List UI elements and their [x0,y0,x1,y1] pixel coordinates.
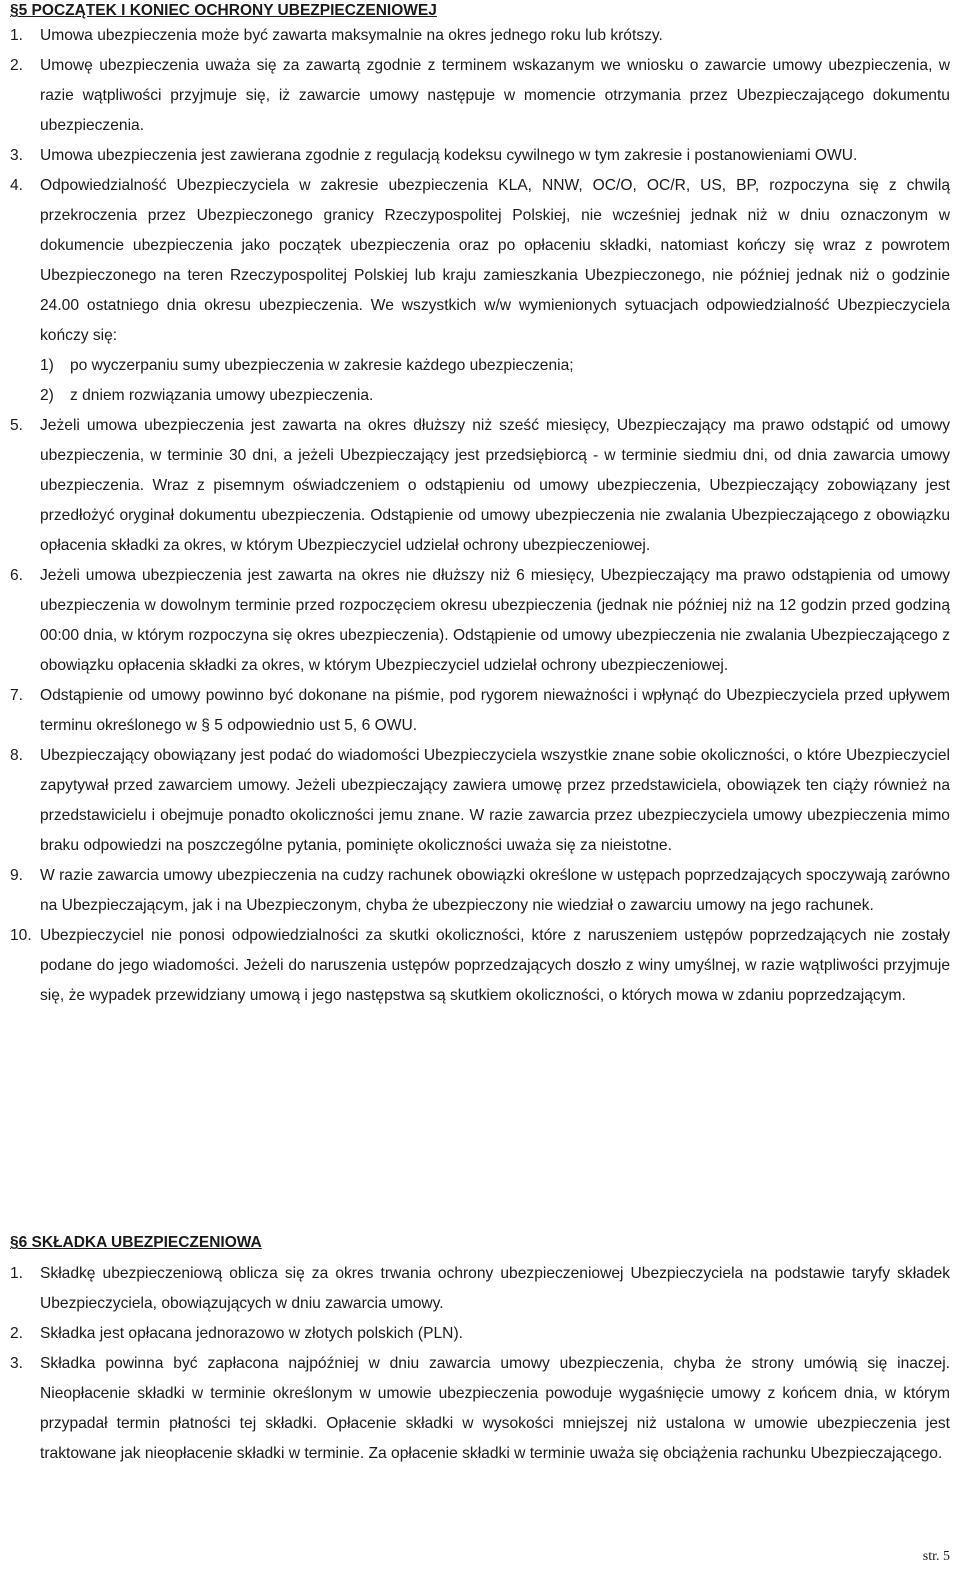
item-number: 8. [10,747,24,764]
list-item [10,1259,950,1319]
item-text: Odstąpienie od umowy powinno być dokonane na piśmie, pod rygorem nieważności i wpłynąć do Ubezpieczyciela przed upływem terminu określonego w § 5 odpowiednio ust 5, 6 OWU. [40,687,950,734]
item-text: Umowa ubezpieczenia może być zawarta maksymalnie na okres jednego roku lub krótszy. [40,27,663,44]
item-number: 2. [10,1325,24,1342]
list-item [10,921,950,1011]
sub-item-number: 2) [40,387,54,404]
item-text: Składka powinna być zapłacona najpóźniej w dniu zawarcia umowy ubezpieczenia, chyba że strony umówią się inaczej. Nieopłacenie składki w terminie określonym w umowie ubezpieczenia powoduje wygaśnięcie umowy z końcem dnia, w którym przypadał termin płatności tej składki. Opłacenie składki w wysokości mniejszej niż ustalona w umowie ubezpieczenia jest traktowane jak nieopłacenie składki w terminie. Za opłacenie składki w terminie uważa się obciążenia rachunku Ubezpieczającego. [40,1355,950,1462]
item-number: 4. [10,177,24,194]
item-number: 3. [10,1355,24,1372]
section-5-heading: §5 POCZĄTEK I KONIEC OCHRONY UBEZPIECZENIOWEJ [10,2,437,19]
list-item [10,141,950,171]
item-number: 10. [10,927,32,944]
item-number: 7. [10,687,24,704]
item-text: Umowę ubezpieczenia uważa się za zawartą zgodnie z terminem wskazanym we wniosku o zawarcie umowy ubezpieczenia, w razie wątpliwości przyjmuje się, iż zawarcie umowy następuje w momencie otrzymania przez Ubezpieczającego dokumentu ubezpieczenia. [40,57,950,134]
item-number: 6. [10,567,24,584]
item-text: Ubezpieczyciel nie ponosi odpowiedzialności za skutki okoliczności, które z naruszeniem ustępów poprzedzających nie zostały podane do jego wiadomości. Jeżeli do naruszenia ustępów poprzedzających doszło z winy umyślnej, w razie wątpliwości przyjmuje się, że wypadek przewidziany umową i jego następstwa są skutkiem okoliczności, o których mowa w zdaniu poprzedzającym. [40,927,950,1004]
list-item [10,51,950,141]
item-number: 3. [10,147,24,164]
item-text: W razie zawarcia umowy ubezpieczenia na cudzy rachunek obowiązki określone w ustępach poprzedzających spoczywają zarówno na Ubezpieczającym, jak i na Ubezpieczonym, chyba że ubezpieczony nie wiedział o zawarciu umowy na jego rachunek. [40,867,950,914]
item-number: 1. [10,1265,24,1282]
list-item [10,861,950,921]
list-item [10,1319,950,1349]
list-item [10,561,950,681]
sub-list-item [10,381,950,411]
page-number: str. 5 [922,1549,950,1564]
section-5-list [10,21,950,1011]
item-number: 5. [10,417,24,434]
item-text: Składka jest opłacana jednorazowo w złotych polskich (PLN). [40,1325,463,1342]
list-item [10,21,950,51]
item-text: Jeżeli umowa ubezpieczenia jest zawarta na okres nie dłuższy niż 6 miesięcy, Ubezpieczający ma prawo odstąpienia od umowy ubezpieczenia w dowolnym terminie przed rozpoczęciem okresu ubezpieczenia (jednak nie później niż na 12 godzin przed godziną 00:00 dnia, w którym rozpoczyna się okres ubezpieczenia). Odstąpienie od umowy ubezpieczenia nie zwalania Ubezpieczającego z obowiązku opłacenia składki za okres, w którym Ubezpieczyciel udzielał ochrony ubezpieczeniowej. [40,567,950,674]
item-text: Składkę ubezpieczeniową oblicza się za okres trwania ochrony ubezpieczeniowej Ubezpieczyciela na podstawie taryfy składek Ubezpieczyciela, obowiązujących w dniu zawarcia umowy. [40,1265,950,1312]
list-item [10,411,950,561]
section-6-list [10,1259,950,1469]
item-text: Umowa ubezpieczenia jest zawierana zgodnie z regulacją kodeksu cywilnego w tym zakresie i postanowieniami OWU. [40,147,858,164]
list-item [10,1349,950,1469]
item-number: 2. [10,57,24,74]
list-item [10,171,950,351]
sub-item-text: z dniem rozwiązania umowy ubezpieczenia. [70,387,374,404]
sub-list-item [10,351,950,381]
item-number: 9. [10,867,24,884]
item-text: Odpowiedzialność Ubezpieczyciela w zakresie ubezpieczenia KLA, NNW, OC/O, OC/R, US, BP, rozpoczyna się z chwilą przekroczenia przez Ubezpieczonego granicy Rzeczypospolitej Polskiej, nie wcześniej jednak niż w dniu oznaczonym w dokumencie ubezpieczenia jako początek ubezpieczenia oraz po opłaceniu składki, natomiast kończy się wraz z powrotem Ubezpieczonego na teren Rzeczypospolitej Polskiej lub kraju zamieszkania Ubezpieczonego, nie później jednak niż o godzinie 24.00 ostatniego dnia okresu ubezpieczenia. We wszystkich w/w wymienionych sytuacjach odpowiedzialność Ubezpieczyciela kończy się: [40,177,950,344]
list-item [10,681,950,741]
item-text: Ubezpieczający obowiązany jest podać do wiadomości Ubezpieczyciela wszystkie znane sobie okoliczności, o które Ubezpieczyciel zapytywał przed zawarciem umowy. Jeżeli ubezpieczający zawiera umowę przez przedstawiciela, obowiązek ten ciąży również na przedstawicielu i obejmuje ponadto okoliczności jemu znane. W razie zawarcia przez ubezpieczyciela umowy ubezpieczenia mimo braku odpowiedzi na poszczególne pytania, pominięte okoliczności uważa się za nieistotne. [40,747,950,854]
item-text: Jeżeli umowa ubezpieczenia jest zawarta na okres dłuższy niż sześć miesięcy, Ubezpieczający ma prawo odstąpić od umowy ubezpieczenia, w terminie 30 dni, a jeżeli Ubezpieczający jest przedsiębiorcą - w terminie siedmiu dni, od dnia zawarcia umowy ubezpieczenia. Wraz z pisemnym oświadczeniem o odstąpieniu od umowy ubezpieczenia, Ubezpieczający zobowiązany jest przedłożyć oryginał dokumentu ubezpieczenia. Odstąpienie od umowy ubezpieczenia nie zwalania Ubezpieczającego z obowiązku opłacenia składki za okres, w którym Ubezpieczyciel udzielał ochrony ubezpieczeniowej. [40,417,950,554]
sub-item-text: po wyczerpaniu sumy ubezpieczenia w zakresie każdego ubezpieczenia; [70,357,574,374]
list-item [10,741,950,861]
section-6-heading: §6 SKŁADKA UBEZPIECZENIOWA [10,1234,262,1251]
sub-item-number: 1) [40,357,54,374]
item-number: 1. [10,27,24,44]
